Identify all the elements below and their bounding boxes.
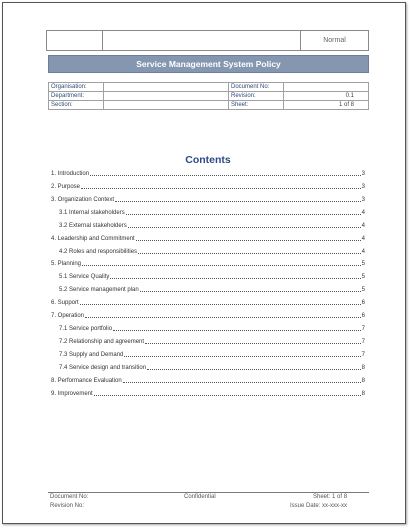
toc-entry[interactable] <box>59 323 365 333</box>
toc-entry[interactable] <box>51 233 365 243</box>
toc-entry-title: 9. Improvement <box>51 391 93 397</box>
toc-entry[interactable] <box>51 258 365 268</box>
toc-entry-page: 6 <box>361 300 365 306</box>
toc-entry-page: 4 <box>361 210 365 216</box>
contents-heading: Contents <box>185 154 231 166</box>
toc-leader-dots <box>124 356 360 357</box>
toc-entry-page: 5 <box>361 274 365 280</box>
footer-issue-date: Issue Date: xx-xxx-xx <box>290 503 348 509</box>
toc-entry[interactable] <box>59 336 365 346</box>
toc-entry-title: 7.2 Relationship and agreement <box>59 339 145 345</box>
toc-entry-title: 3.1 Internal stakeholders <box>59 210 125 216</box>
toc-entry[interactable] <box>59 220 365 230</box>
toc-leader-dots <box>80 304 361 305</box>
header-box <box>46 30 369 51</box>
toc-leader-dots <box>115 201 361 202</box>
toc-leader-dots <box>94 395 361 396</box>
toc-leader-dots <box>147 369 361 370</box>
toc-leader-dots <box>110 278 360 279</box>
toc-entry[interactable] <box>51 388 365 398</box>
toc-entry[interactable] <box>59 271 365 281</box>
toc-entry-title: 6. Support <box>51 300 79 306</box>
toc-entry-title: 3.2 External stakeholders <box>59 223 127 229</box>
toc-leader-dots <box>90 175 361 176</box>
toc-entry-title: 1. Introduction <box>51 171 90 177</box>
toc-entry-title: 7. Operation <box>51 313 85 319</box>
toc-entry-page: 3 <box>361 197 365 203</box>
sheet-value: 1 of 8 <box>284 101 369 110</box>
section-label: Section: <box>49 101 104 110</box>
toc-entry[interactable] <box>51 375 365 385</box>
toc-entry[interactable] <box>59 246 365 256</box>
document-title: Service Management System Policy <box>48 55 369 73</box>
toc-entry-page: 7 <box>361 326 365 332</box>
revision-label: Revision: <box>229 92 284 101</box>
document-no-value <box>284 83 369 92</box>
footer-confidential: Confidential <box>184 494 216 500</box>
toc-entry-title: 7.3 Supply and Demand <box>59 352 124 358</box>
toc-entry[interactable] <box>51 194 365 204</box>
toc-entry-title: 2. Purpose <box>51 184 81 190</box>
footer-divider <box>48 492 369 493</box>
organisation-label: Organisation: <box>49 83 104 92</box>
toc-entry[interactable] <box>59 362 365 372</box>
toc-entry-page: 7 <box>361 352 365 358</box>
document-info-table <box>48 82 369 110</box>
section-value <box>104 101 229 110</box>
toc-entry-page: 4 <box>361 249 365 255</box>
header-logo-cell <box>47 31 103 50</box>
toc-entry-title: 5.1 Service Quality <box>59 274 110 280</box>
toc-entry-page: 4 <box>361 223 365 229</box>
header-middle-cell <box>103 31 301 50</box>
toc-entry[interactable] <box>59 284 365 294</box>
toc-entry[interactable] <box>51 168 365 178</box>
toc-entry-page: 3 <box>361 171 365 177</box>
toc-entry-page: 8 <box>361 378 365 384</box>
toc-entry-page: 4 <box>361 236 365 242</box>
toc-entry[interactable] <box>59 207 365 217</box>
toc-entry-title: 5.2 Service management plan <box>59 287 139 293</box>
toc-entry-title: 4.2 Roles and responsibilities <box>59 249 138 255</box>
toc-entry-title: 3. Organization Context <box>51 197 115 203</box>
toc-leader-dots <box>82 265 361 266</box>
department-label: Department: <box>49 92 104 101</box>
toc-entry-page: 5 <box>361 261 365 267</box>
toc-entry-page: 6 <box>361 313 365 319</box>
toc-leader-dots <box>85 317 361 318</box>
toc-entry-title: 8. Performance Evaluation <box>51 378 122 384</box>
toc-entry-page: 5 <box>361 287 365 293</box>
toc-entry-title: 4. Leadership and Commitment <box>51 236 135 242</box>
toc-leader-dots <box>113 330 361 331</box>
revision-value: 0.1 <box>284 92 369 101</box>
toc-leader-dots <box>140 291 361 292</box>
toc-entry[interactable] <box>59 349 365 359</box>
toc-entry-title: 7.4 Service design and transition <box>59 365 147 371</box>
footer-sheet: Sheet: 1 of 8 <box>313 494 348 500</box>
classification-label: Normal <box>323 37 346 44</box>
toc-leader-dots <box>126 214 361 215</box>
toc-entry[interactable] <box>51 181 365 191</box>
toc-leader-dots <box>136 240 361 241</box>
toc-entry-page: 8 <box>361 365 365 371</box>
sheet-label: Sheet: <box>229 101 284 110</box>
toc-leader-dots <box>128 227 361 228</box>
toc-entry[interactable] <box>51 310 365 320</box>
toc-entry-page: 7 <box>361 339 365 345</box>
footer-revision-no: Revision No: <box>50 503 85 509</box>
document-page <box>2 2 406 524</box>
toc-entry-page: 8 <box>361 391 365 397</box>
document-no-label: Document No: <box>229 83 284 92</box>
toc-leader-dots <box>145 343 361 344</box>
department-value <box>104 92 229 101</box>
toc-leader-dots <box>138 253 361 254</box>
toc-entry-title: 5. Planning <box>51 261 82 267</box>
footer-document-no: Document No: <box>50 494 89 500</box>
toc-entry-page: 3 <box>361 184 365 190</box>
toc-leader-dots <box>81 188 361 189</box>
organisation-value <box>104 83 229 92</box>
toc-leader-dots <box>123 382 361 383</box>
toc-entry[interactable] <box>51 297 365 307</box>
toc-entry-title: 7.1 Service portfolio <box>59 326 113 332</box>
